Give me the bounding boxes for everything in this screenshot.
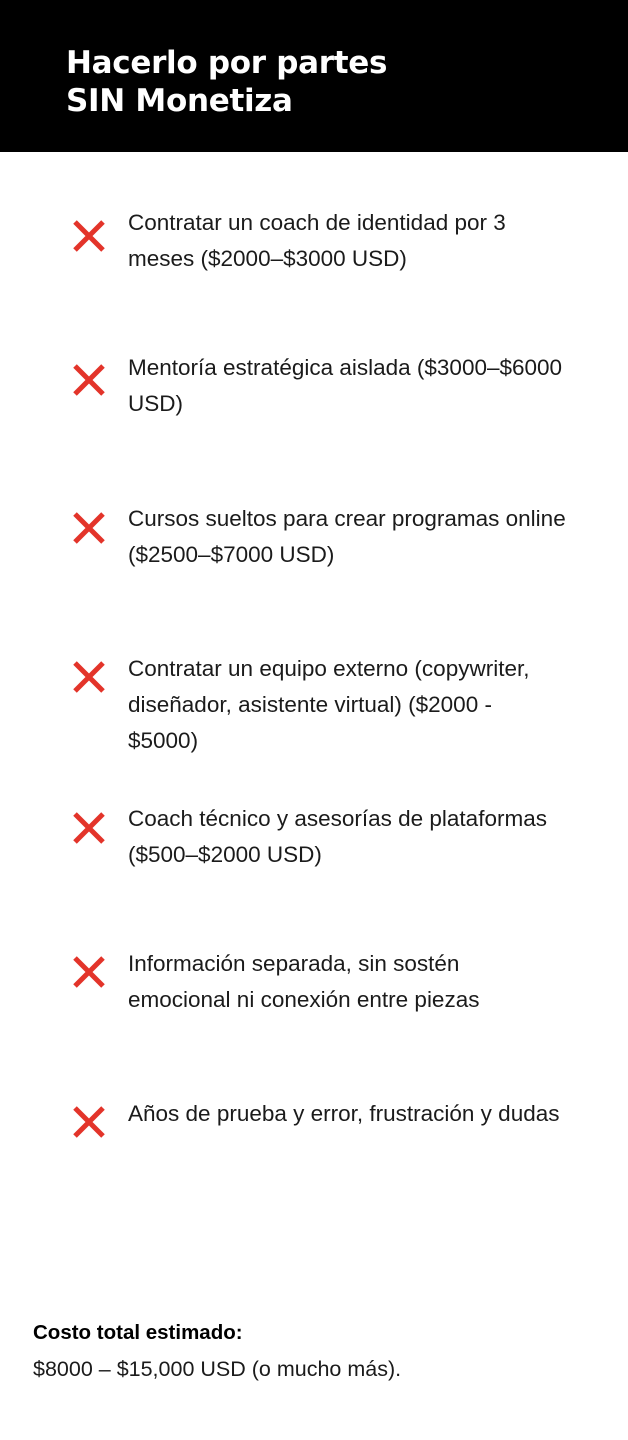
total-cost-value: $8000 – $15,000 USD (o mucho más). — [33, 1357, 402, 1381]
cross-icon — [71, 659, 107, 695]
cross-icon — [71, 218, 107, 254]
total-cost-summary — [33, 1315, 613, 1387]
cross-icon — [71, 1104, 107, 1140]
header-banner — [0, 0, 628, 152]
cross-icon — [71, 362, 107, 398]
page-title — [66, 44, 387, 120]
cross-icon — [71, 954, 107, 990]
list-item-text: Mentoría estratégica aislada ($3000–$6000 USD) — [128, 355, 563, 416]
title-line-1: Hacerlo por partes — [66, 45, 388, 81]
list-item-text: Años de prueba y error, frustración y dudas — [128, 1101, 560, 1126]
total-cost-label: Costo total estimado: — [33, 1321, 243, 1344]
list-item-text: Coach técnico y asesorías de plataformas ($500–$2000 USD) — [128, 806, 547, 867]
cross-icon — [71, 510, 107, 546]
cross-icon — [71, 810, 107, 846]
list-item-text: Contratar un coach de identidad por 3 meses ($2000–$3000 USD) — [128, 210, 506, 271]
list-item-text: Cursos sueltos para crear programas online ($2500–$7000 USD) — [128, 506, 566, 567]
title-line-2: SIN Monetiza — [66, 83, 293, 119]
list-item-text: Información separada, sin sostén emocional ni conexión entre piezas — [128, 951, 480, 1012]
list-item-text: Contratar un equipo externo (copywriter, diseñador, asistente virtual) ($2000 - $5000) — [128, 656, 530, 753]
